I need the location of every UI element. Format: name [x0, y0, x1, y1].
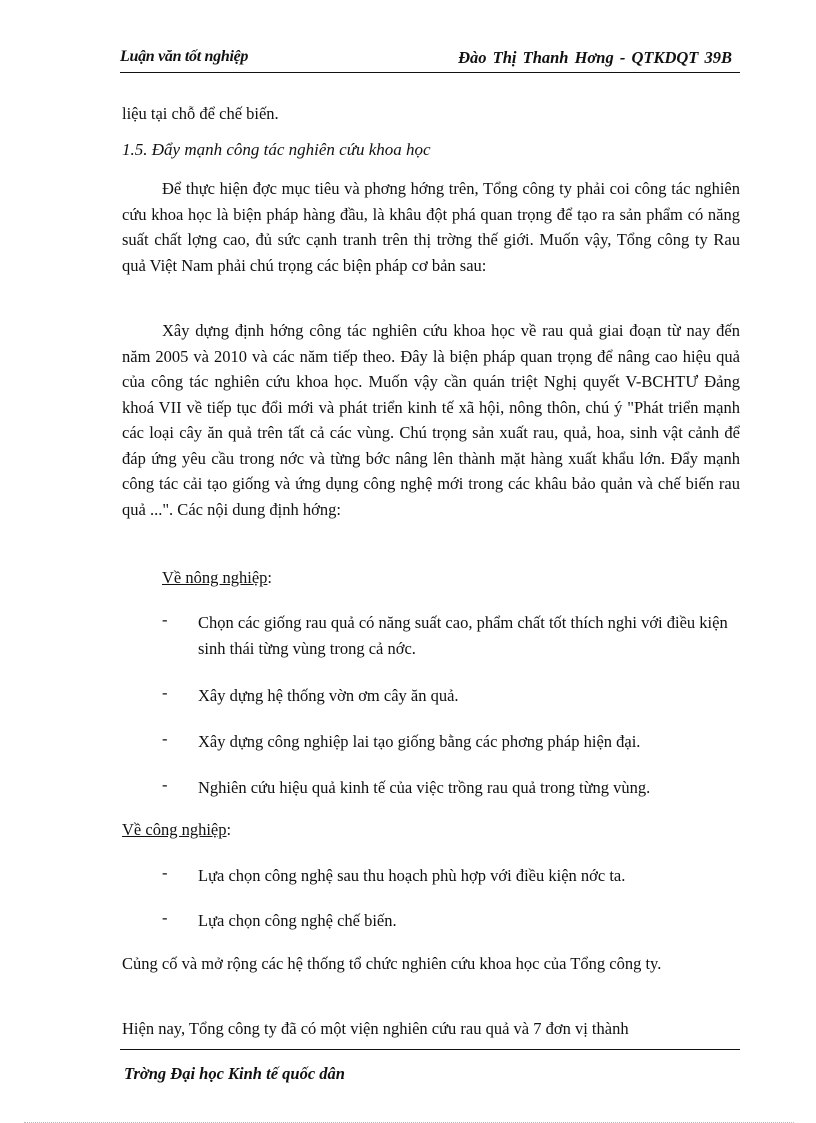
industry-heading-text: Về công nghiệp [122, 820, 227, 839]
industry-item-1: Lựa chọn công nghệ sau thu hoạch phù hợp với điều kiện nớc ta. [198, 866, 626, 885]
bullet-mark: - [162, 863, 168, 882]
agri-item-4: Nghiên cứu hiệu quả kinh tế của việc trồng rau quả trong từng vùng. [198, 778, 651, 797]
bullet-mark: - [162, 610, 168, 629]
paragraph-2-text: Xây dựng định hớng công tác nghiên cứu khoa học về rau quả giai đoạn từ nay đến năm 2005 và 2010 và các năm tiếp theo. Đây là biện pháp quan trọng để nâng cao hiệu quả của công tác nghiên cứu khoa học. Muốn vậy cần quán triệt Nghị quyết V-BCHTƯ Đảng khoá VII về tiếp tục đổi mới và phát triển kinh tế xã hội, nông thôn, chú ý "Phát triển mạnh các loại cây ăn quả trên tất cả các vùng. Chú trọng sản xuất rau, quả, hoa, sinh vật cảnh để đáp ứng yêu cầu trong nớc và từng bớc nâng lên thành mặt hàng xuất khẩu lớn. Đẩy mạnh công tác cải tạo giống và ứng dụng công nghệ mới trong các khâu bảo quản và chế biến rau quả ...". Các nội dung định hớng: [122, 321, 740, 519]
paragraph-4 [122, 1016, 740, 1042]
footer-university: Trờng Đại học Kinh tế quốc dân [124, 1064, 345, 1083]
header-thesis-label: Luận văn tốt nghiệp [120, 48, 249, 65]
paragraph-3 [122, 951, 740, 977]
agri-item-1: Chọn các giống rau quả có năng suất cao, phẩm chất tốt thích nghi với điều kiện sinh thái từng vùng trong cả nớc. [198, 613, 728, 658]
header-author: Đào Thị Thanh Hơng - QTKDQT 39B [458, 48, 732, 67]
agri-heading-colon: : [267, 568, 272, 587]
agri-item-2: Xây dựng hệ thống vờn ơm cây ăn quả. [198, 686, 459, 705]
paragraph-4-text: Hiện nay, Tổng công ty đã có một viện nghiên cứu rau quả và 7 đơn vị thành [122, 1019, 629, 1038]
industry-item-2: Lựa chọn công nghệ chế biến. [198, 911, 397, 930]
agri-heading-text: Về nông nghiệp [162, 568, 268, 587]
section-title: 1.5. Đẩy mạnh công tác nghiên cứu khoa học [122, 140, 431, 159]
footer-divider [120, 1049, 740, 1050]
bullet-mark: - [162, 775, 168, 794]
continued-text: liệu tại chỗ để chế biến. [122, 104, 279, 123]
paragraph-1-text: Để thực hiện đợc mục tiêu và phơng hớng trên, Tổng công ty phải coi công tác nghiên cứu khoa học là biện pháp hàng đầu, là khâu đột phá quan trọng để tạo ra sản phẩm có năng suất chất lợng cao, đủ sức cạnh tranh trên thị trờng thế giới. Muốn vậy, Tổng công ty Rau quả Việt Nam phải chú trọng các biện pháp cơ bản sau: [122, 179, 740, 275]
industry-heading-colon: : [226, 820, 232, 839]
paragraph-2 [122, 318, 740, 522]
page-header [120, 46, 740, 73]
bullet-mark: - [162, 729, 168, 748]
continued-line [122, 101, 740, 127]
paragraph-1 [122, 176, 740, 278]
paragraph-3-text: Củng cố và mở rộng các hệ thống tổ chức nghiên cứu khoa học của Tổng công ty. [122, 954, 662, 973]
bullet-mark: - [162, 908, 168, 927]
agri-item-3: Xây dựng công nghiệp lai tạo giống bằng các phơng pháp hiện đại. [198, 732, 641, 751]
industry-heading [122, 817, 740, 843]
bullet-mark: - [162, 683, 168, 702]
agri-heading [162, 565, 722, 591]
